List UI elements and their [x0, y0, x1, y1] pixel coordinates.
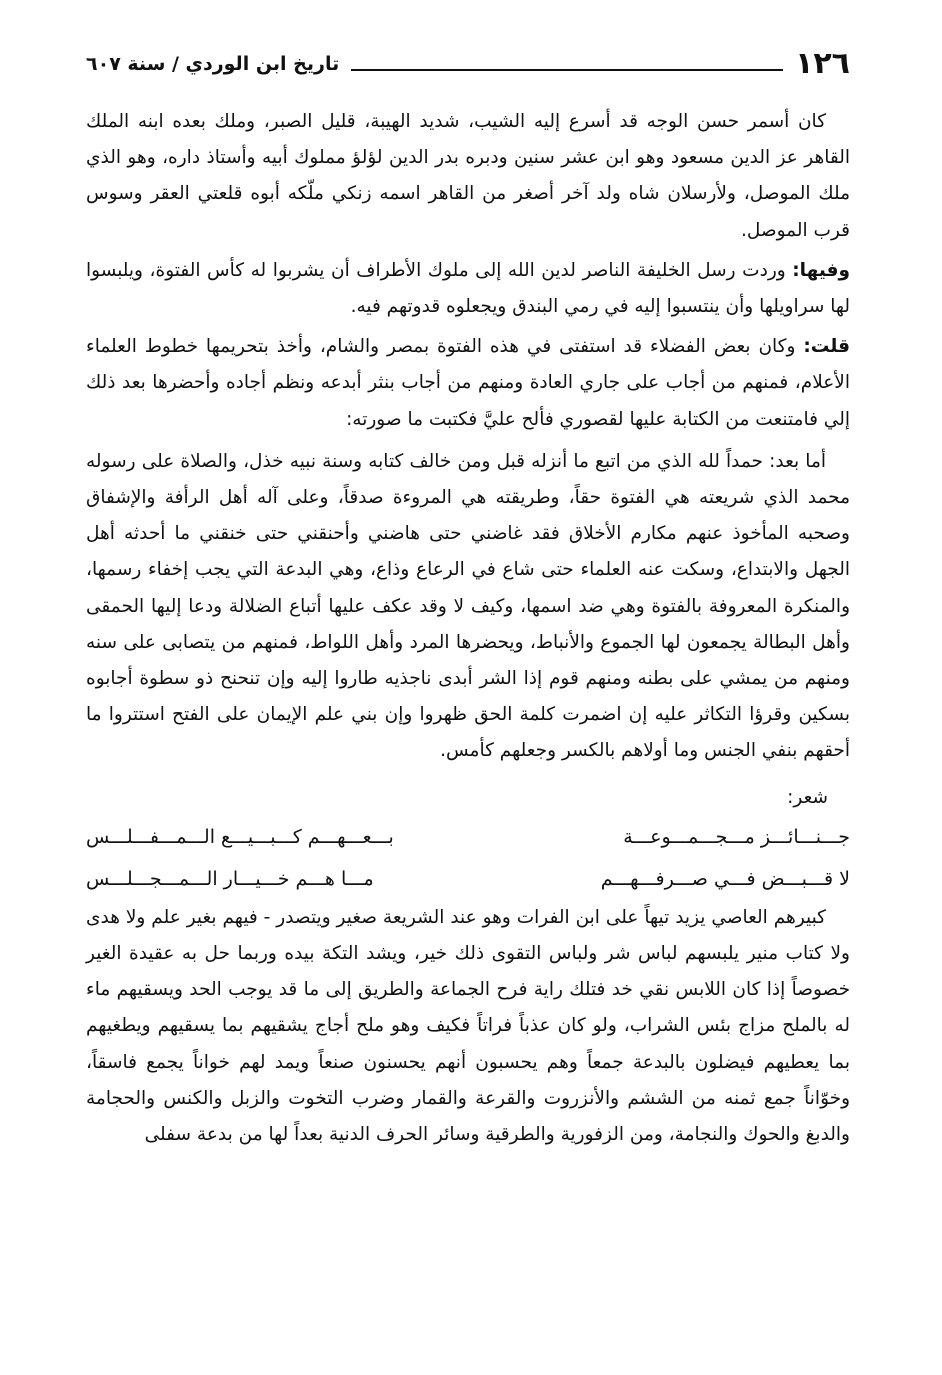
- paragraph-ruler-description: [86, 104, 850, 249]
- paragraph-author-note: [86, 329, 850, 438]
- paragraph-text: وردت رسل الخليفة الناصر لدين الله إلى ملوك الأطراف أن يشربوا له كأس الفتوة، ويلبسوا لها سراويلها وأن ينتسبوا إليه في رمي البندق ويجعلوه قدوتهم فيه.: [86, 259, 850, 318]
- paragraph-continuation: [86, 900, 850, 1153]
- paragraph-fatwa-text: [86, 444, 850, 770]
- paragraph-text: كبيرهم العاصي يزيد تيهاً على ابن الفرات وهو عند الشريعة صغير ويتصدر - فيهم بغير علم ولا هدى ولا كتاب منير يلبسهم لباس شر ولباس التقوى ذلك خير، ويشد التكة بيده وربما حل به عقيدة الغير خصوصاً إذا كان اللابس نقي خد فتلك راية فرح الجماعة والطريق إلى ما قد يوجب الحد ويسقيهم ماء له بالملح مزاج بئس الشراب، ولو كان عذباً فراتاً فكيف وهو ملح أجاج يشقيهم بما يسقيهم ويطغيهم بما يعطيهم فيضلون بالبدعة جمعاً وهم يحسبون أنهم يحسنون صنعاً ويمد لهم خواناً يجمع فاسقاً، وخوّاناً جمع ثمنه من الششم والأنزروت والقرعة والقمار وضرب التخوت والزبل والكنس والحجامة والدبغ والحوك والنجامة، ومن الزفورية والطرقية وسائر الحرف الدنية بعداً لها من بدعة سفلى: [86, 906, 850, 1146]
- poetry-label: شعر:: [787, 786, 828, 808]
- page-number: ١٢٦: [795, 46, 850, 81]
- paragraph-lead: قلت:: [803, 336, 850, 358]
- verse-second-hemistich: بـــعـــهـــم كـــبـــيـــع الـــمـــفـــلـــس: [86, 825, 394, 848]
- body-text: [86, 104, 850, 1153]
- header-rule: [351, 69, 783, 71]
- verse-first-hemistich: جـــنـــائـــز مـــجـــمـــوعـــة: [623, 825, 850, 848]
- running-title: تاريخ ابن الوردي / سنة ٦٠٧: [86, 53, 340, 75]
- paragraph-text: كان أسمر حسن الوجه قد أسرع إليه الشيب، شديد الهيبة، قليل الصبر، وملك بعده ابنه الملك القاهر عز الدين مسعود وهو ابن عشر سنين ودبره بدر الدين لؤلؤ مملوك أبيه وأستاذ داره، وهو الذي ملك الموصل، ولأرسلان شاه ولد آخر أصغر من القاهر اسمه زنكي ملّكه أبوه قلعتي العقر وسوس قرب الموصل.: [86, 111, 850, 241]
- verse-line: [86, 858, 850, 900]
- paragraph-envoys: [86, 253, 850, 325]
- paragraph-text: أما بعد: حمداً لله الذي من اتبع ما أنزله قبل ومن خالف كتابه وسنة نبيه خذل، والصلاة على رسوله محمد الذي شريعته هي الفتوة حقاً، وطريقته هي المروءة صدقاً، وعلى آله أهل الرأفة والإشفاق وصحبه المأخوذ عنهم مكارم الأخلاق فقد غاضني حتى هاضني وأحنقني حتى خنقني ما أحدثه أهل الجهل والابتداع، وسكت عنه العلماء حتى شاع في الرعاع وذاع، وهي البدعة التي يجب إخفاء رسمها، والمنكرة المعروفة بالفتوة وهي ضد اسمها، وكيف لا وقد عكف عليها أتباع الضلالة ودعا إليها الحمقى وأهل البطالة يجمعون لها الجموع والأنباط، ويحضرها المرد وأهل اللواط، فمنهم من يتصابى على سنه ومنهم من يمشي على بطنه ومنهم قوم إذا الشر أبدى ناجذيه طاروا إليه وإن تنحنح ذو سطوة أجابوه بسكين وقرؤا التكاثر عليه إن اضمرت كلمة الحق ظهروا وإن بني علم الإيمان على الفتح استتروا ما أحقهم بنفي الجنس وما أولاهم بالكسر وجعلهم كأمس.: [86, 450, 850, 762]
- paragraph-lead: وفيها:: [792, 259, 850, 281]
- paragraph-text: وكان بعض الفضلاء قد استفتى في هذه الفتوة بمصر والشام، وأخذ بتحريمها خطوط العلماء الأعلام، فمنهم من أجاب على جاري العادة ومنهم من أجاب بنثر أبدعه ونظم أجاده وأحضرها بعد ذلك إلي فامتنعت من الكتابة عليها لقصوري فألح عليَّ فكتبت ما صورته:: [86, 336, 850, 430]
- running-header: [86, 44, 850, 84]
- verse-first-hemistich: لا قـــبـــض فـــي صـــرفـــهـــم: [600, 867, 850, 890]
- verse-second-hemistich: مـــا هـــم خـــيـــار الـــمـــجـــلـــس: [86, 867, 374, 890]
- verse-line: [86, 816, 850, 858]
